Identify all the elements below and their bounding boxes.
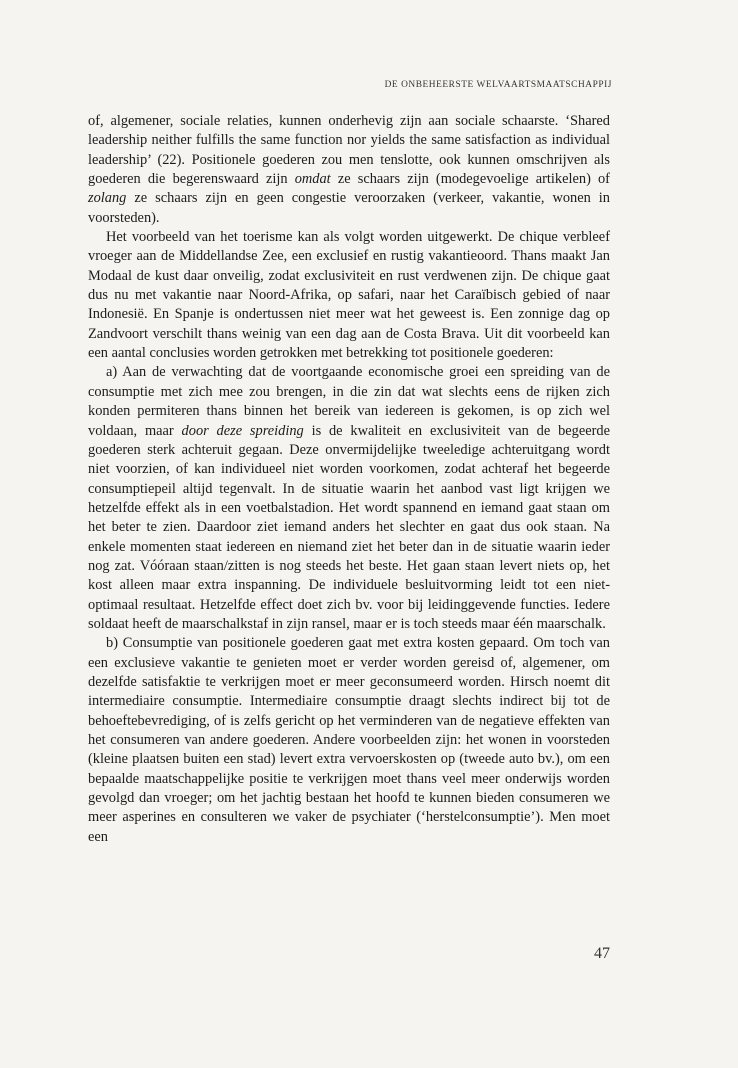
paragraph-3-emphasis: door deze spreiding xyxy=(181,422,304,439)
paragraph-3 xyxy=(88,363,610,634)
paragraph-4: b) Consumptie van positionele goederen gaat met extra kosten gepaard. Om toch van een exclusieve vakantie te genieten moet er verder worden gereisd of, algemener, om dezelfde satisfaktie te verkrijgen moet er meer geconsumeerd worden. Hirsch noemt dit intermediaire consumptie. Intermediaire consumptie draagt slechts indirect bij tot de behoeftebevrediging, of is zelfs gericht op het verminderen van de negatieve effekten van het consumeren van andere goederen. Andere voorbeelden zijn: het wonen in voorsteden (kleine plaatsen buiten een stad) levert extra vervoerskosten op (tweede auto bv.), om een bepaalde maatschappelijke positie te verkrijgen moet thans veel meer onderwijs worden gevolgd dan vroeger; om het jachtig bestaan het hoofd te kunnen bieden consumeren we meer asperines en consulteren we vaker de psychiater (‘herstelconsumptie’). Men moet een xyxy=(88,635,610,845)
paragraph-1-emphasis-zolang: zolang xyxy=(88,190,127,207)
paragraph-3-text-end: is de kwaliteit en exclusiviteit van de begeerde goederen sterk achteruit gegaan. Deze onvermijdelijke tweeledige achteruitgang wordt niet voorzien, of kan individueel niet worden voorkomen, zodat achteraf het begeerde consumptiepeil altijd tegenvalt. In de situatie waarin het aanbod vast ligt krijgen we hetzelfde effekt als in een voetbalstadion. Het wordt spannend en iemand gaat staan om het beter te zien. Daardoor ziet iemand anders het slechter en gaat dus ook staan. Na enkele momenten staat iedereen en niemand ziet het beter dan in de situatie waarin ieder nog zat. Vóóraan staan/zitten is nog steeds het beste. Het gaan staan levert niets op, het kost alleen maar extra inspanning. De individuele besluitvorming leidt tot een niet-optimaal resultaat. Hetzelfde effect doet zich bv. voor bij leidinggevende functies. Iedere soldaat heeft de maarschalkstaf in zijn ransel, maar er is toch steeds maar één maarschalk. xyxy=(88,422,610,632)
paragraph-1-text-middle: ze schaars zijn (modegevoelige artikelen) of xyxy=(330,171,610,188)
body-text xyxy=(88,112,610,847)
page-number: 47 xyxy=(594,945,610,962)
paragraph-1-text-end: ze schaars zijn en geen congestie veroorzaken (verkeer, vakantie, wonen in voorsteden). xyxy=(88,190,610,226)
paragraph-1-emphasis-omdat: omdat xyxy=(294,171,331,188)
paragraph-2: Het voorbeeld van het toerisme kan als volgt worden uitgewerkt. De chique verbleef vroeger aan de Middellandse Zee, een exclusief en rustig vakantieoord. Thans maakt Jan Modaal de kust daar onveilig, zodat exclusiviteit en rust verdwenen zijn. De chique gaat dus nu met vakantie naar Noord-Afrika, op safari, naar het Caraïbisch gebied of naar Indonesië. En Spanje is ondertussen niet meer wat het geweest is. Een zonnige dag op Zandvoort verschilt thans weinig van een dag aan de Costa Brava. Uit dit voorbeeld kan een aantal conclusies worden getrokken met betrekking tot positionele goederen: xyxy=(88,229,610,362)
running-header: DE ONBEHEERSTE WELVAARTSMAATSCHAPPIJ xyxy=(384,80,612,90)
paragraph-3-text-start: a) Aan de verwachting dat de voortgaande economische groei een spreiding van de consumptie met zich mee zou brengen, in die zin dat wat slechts eens de rijken zich konden permiteren thans binnen het bereik van iedereen is gekomen, is op zich wel voldaan, maar xyxy=(88,364,610,439)
paragraph-1-text-start: of, algemener, sociale relaties, kunnen onderhevig zijn aan sociale schaarste. ‘Shared leadership neither fulfills the same function nor yields the same satisfaction as individual leadership’ (22). Positionele goederen zou men tenslotte, ook kunnen omschrijven als goederen die begerenswaard zijn xyxy=(88,113,610,188)
paragraph-1 xyxy=(88,112,610,228)
